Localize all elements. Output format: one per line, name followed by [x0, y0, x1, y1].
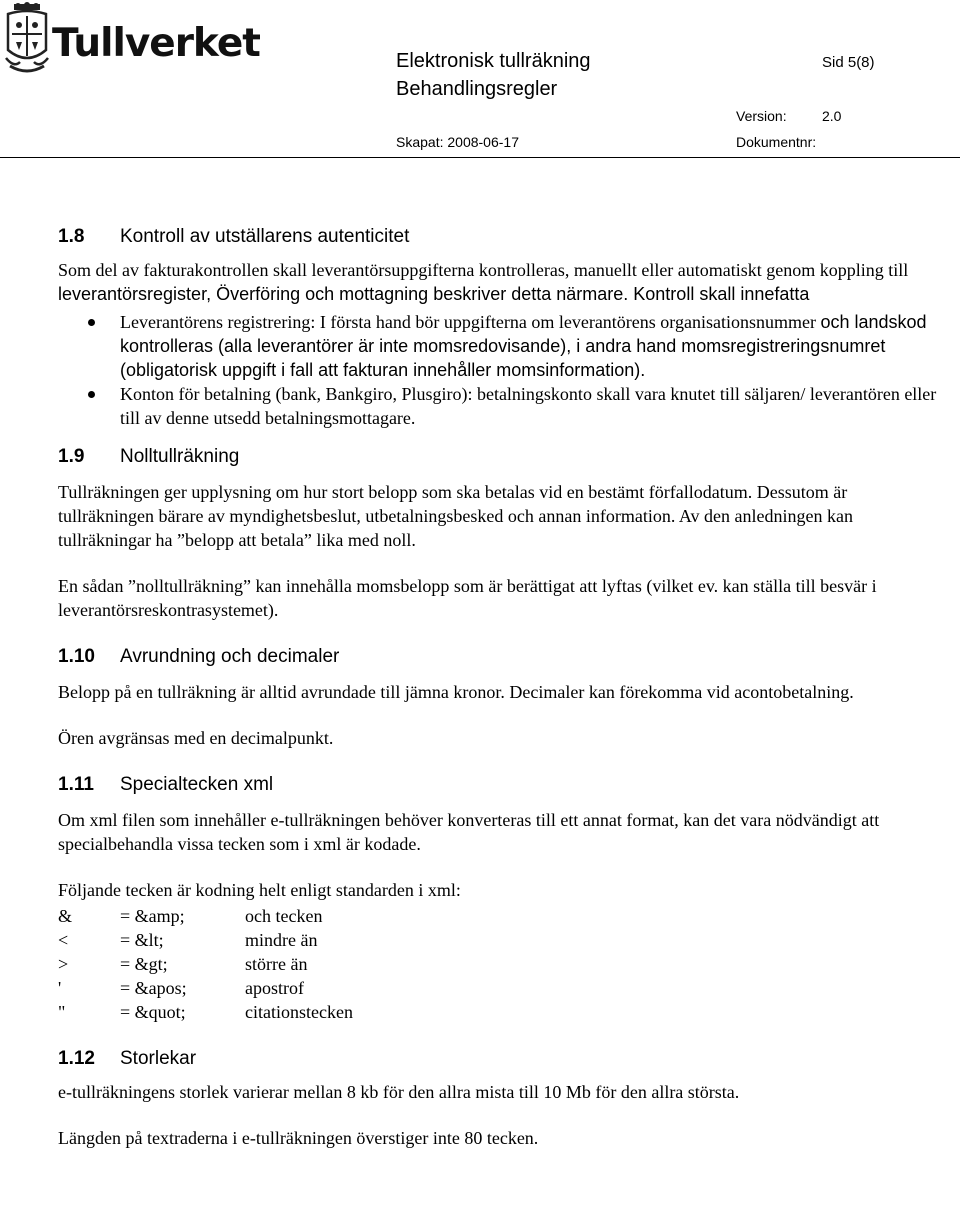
section-title: Storlekar [120, 1048, 197, 1069]
document-subtitle: Behandlingsregler [396, 78, 558, 100]
section-paragraph: Ören avgränsas med en decimalpunkt. [58, 728, 334, 748]
table-row [58, 1000, 938, 1024]
version-label: Version: [736, 108, 787, 124]
section-number: 1.8 [58, 226, 85, 247]
section-1-9 [58, 444, 938, 622]
header-divider [0, 157, 960, 158]
section-heading [58, 772, 938, 798]
code-character: " [58, 1002, 66, 1022]
section-paragraph: En sådan ”nolltullräkning” kan innehålla momsbelopp som är berättigat att lyftas (vilket ev. kan ställa till besvär i leverantörsreskontrasystemet). [58, 576, 877, 620]
code-entity: = &lt; [120, 930, 164, 950]
list-item [58, 382, 938, 430]
section-paragraph: Belopp på en tullräkning är alltid avrundade till jämna kronor. Decimaler kan förekomma vid acontobetalning. [58, 682, 854, 702]
document-body [58, 224, 938, 1150]
crest-icon [4, 2, 50, 78]
section-1-10 [58, 644, 938, 750]
code-entity: = &amp; [120, 906, 185, 926]
code-entity: = &quot; [120, 1002, 186, 1022]
paragraph-text: Kontroll skall innefatta [628, 284, 810, 304]
section-heading [58, 644, 938, 670]
xml-code-table [58, 904, 938, 1024]
code-description: citationstecken [245, 1002, 353, 1022]
section-title: Avrundning och decimaler [120, 646, 340, 667]
paragraph-text: leverantörsregister, Överföring och mottagning beskriver detta närmare. [58, 284, 629, 304]
code-character: & [58, 906, 73, 926]
section-paragraph: Följande tecken är kodning helt enligt standarden i xml: [58, 880, 461, 900]
code-description: mindre än [245, 930, 318, 950]
logo-text: Tullverket [52, 21, 260, 66]
page-number: Sid 5(8) [822, 54, 875, 71]
section-title: Kontroll av utställarens autenticitet [120, 226, 410, 247]
section-paragraph: Längden på textraderna i e-tullräkningen överstiger inte 80 tecken. [58, 1128, 539, 1148]
section-title: Specialtecken xml [120, 774, 274, 795]
section-title: Nolltullräkning [120, 446, 240, 467]
section-paragraph: e-tullräkningens storlek varierar mellan 8 kb för den allra mista till 10 Mb för den allra största. [58, 1082, 740, 1102]
list-item [58, 310, 938, 382]
section-1-11 [58, 772, 938, 1024]
section-number: 1.10 [58, 646, 95, 667]
table-row [58, 904, 938, 928]
list-item-text: och landskod kontrolleras (alla leverantörer är inte momsredovisande), i andra hand momsregistreringsnumret (obligatorisk uppgift i fall att fakturan innehåller momsinformation). [120, 312, 927, 380]
code-description: och tecken [245, 906, 323, 926]
bullet-icon [88, 319, 95, 326]
code-character: > [58, 954, 69, 974]
section-paragraph [58, 258, 938, 306]
code-description: apostrof [245, 978, 304, 998]
code-description: större än [245, 954, 308, 974]
document-title: Elektronisk tullräkning [396, 50, 591, 72]
tullverket-logo [4, 2, 264, 78]
section-number: 1.11 [58, 774, 94, 795]
section-number: 1.12 [58, 1048, 95, 1069]
section-heading [58, 1046, 938, 1072]
table-row [58, 928, 938, 952]
section-paragraph: Om xml filen som innehåller e-tullräkningen behöver konverteras till ett annat format, kan det vara nödvändigt att specialbehandla vissa tecken som i xml är kodade. [58, 810, 880, 854]
page-header [0, 0, 960, 160]
document-number-label: Dokumentnr: [736, 134, 817, 150]
section-heading [58, 224, 938, 250]
version-value: 2.0 [822, 108, 842, 124]
section-paragraph: Tullräkningen ger upplysning om hur stort belopp som ska betalas vid en bestämt förfallodatum. Dessutom är tullräkningen bärare av myndighetsbeslut, utbetalningsbesked och annan information. Av den anledningen kan tullräkningar ha ”belopp att betala” lika med noll. [58, 482, 853, 550]
section-heading [58, 444, 938, 470]
table-row [58, 976, 938, 1000]
bullet-list [58, 310, 938, 430]
section-1-12 [58, 1046, 938, 1150]
list-item-text: Konton för betalning (bank, Bankgiro, Plusgiro): betalningskonto skall vara knutet till säljaren/ leverantören eller till av denne utsedd betalningsmottagare. [120, 384, 937, 428]
paragraph-text: Som del av fakturakontrollen skall leverantörsuppgifterna kontrolleras, manuellt eller automatiskt genom koppling till [58, 260, 909, 280]
code-character: < [58, 930, 69, 950]
bullet-icon [88, 391, 95, 398]
section-number: 1.9 [58, 446, 85, 467]
created-date: Skapat: 2008-06-17 [396, 134, 519, 150]
table-row [58, 952, 938, 976]
section-1-8 [58, 224, 938, 430]
list-item-text: Leverantörens registrering: I första hand bör uppgifterna om leverantörens organisationsnummer [120, 312, 821, 332]
code-entity: = &gt; [120, 954, 168, 974]
code-entity: = &apos; [120, 978, 187, 998]
code-character: ' [58, 978, 62, 998]
